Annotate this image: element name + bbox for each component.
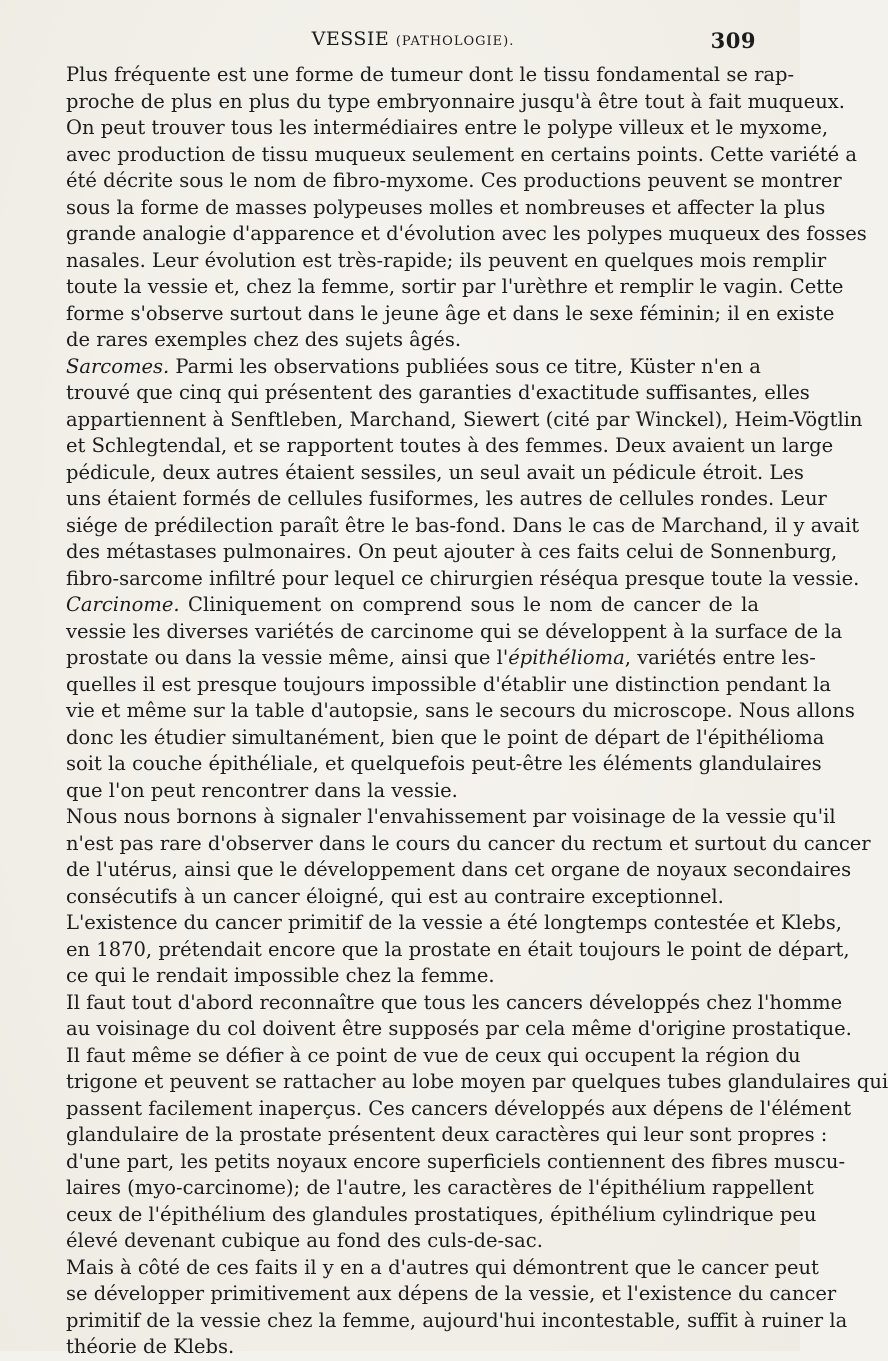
text-line: se développer primitivement aux dépens de la vessie, et l'existence du cancer [66,1282,837,1305]
text-line: Plus fréquente est une forme de tumeur dont le tissu fondamental se rap- [66,63,795,86]
running-title-main: VESSIE [311,28,390,50]
text-line: On peut trouver tous les intermédiaires entre le polype villeux et le myxome, [66,116,829,139]
paragraph-sarcomes [66,354,863,593]
text-line [66,645,816,672]
text-line: consécutifs à un cancer éloigné, qui est au contraire exceptionnel. [66,884,724,908]
text-line: nasales. Leur évolution est très-rapide; ils peuvent en quelques mois remplir [66,248,827,272]
text-line: pédicule, deux autres étaient sessiles, un seul avait un pédicule étroit. Les [66,460,804,484]
paragraph-klebs [66,910,850,990]
text-line: Nous nous bornons à signaler l'envahissement par voisinage de la vessie qu'il [66,805,836,828]
text-line: Mais à côté de ces faits il y en a d'autres qui démontrent que le cancer peut [66,1255,819,1279]
text-line: vessie les diverses variétés de carcinome qui se développent à la surface de la [66,619,843,643]
text-run: prostate ou dans la vessie même, ainsi que l' [66,646,509,669]
text-line: proche de plus en plus du type embryonnaire jusqu'à être tout à fait muqueux. [66,89,845,113]
text-line: sous la forme de masses polypeuses molles et nombreuses et affecter la plus [66,195,826,219]
paragraph-envahissement [66,804,871,910]
text-line: ceux de l'épithélium des glandules prostatiques, épithélium cylindrique peu [66,1202,817,1226]
text-line: Il faut tout d'abord reconnaître que tous les cancers développés chez l'homme [66,990,843,1014]
text-line: passent facilement inaperçus. Ces cancers développés aux dépens de l'élément [66,1096,852,1120]
text-line: L'existence du cancer primitif de la vessie a été longtemps contestée et Klebs, [66,911,842,934]
paragraph-carcinome [66,592,855,804]
section-lead-sarcomes: Sarcomes. [66,354,170,378]
text-run: Parmi les observations publiées sous ce titre, Küster n'en a [169,354,761,378]
text-line: de l'utérus, ainsi que le développement dans cet organe de noyaux secondaires [66,858,852,881]
text-line: au voisinage du col doivent être supposés par cela même d'origine prostatique. [66,1017,852,1040]
text-line: soit la couche épithéliale, et quelquefois peut-être les éléments glandulaires [66,752,822,775]
text-line: forme s'observe surtout dans le jeune âge et dans le sexe féminin; il en existe [66,301,835,325]
text-line: appartiennent à Senftleben, Marchand, Siewert (cité par Winckel), Heim-Vögtlin [66,407,863,431]
body-text [66,62,888,1361]
text-line: uns étaient formés de cellules fusiformes, les autres de cellules rondes. Leur [66,487,827,510]
text-line: et Schlegtendal, et se rapportent toutes à des femmes. Deux avaient un large [66,434,834,457]
text-line: siége de prédilection paraît être le bas-fond. Dans le cas de Marchand, il y avait [66,513,860,537]
text-line: glandulaire de la prostate présentent deux caractères qui leur sont propres : [66,1123,828,1146]
text-line [66,592,759,619]
text-line: trigone et peuvent se rattacher au lobe moyen par quelques tubes glandulaires qui [66,1070,888,1093]
paragraph-conclusion [66,1255,848,1361]
text-line: en 1870, prétendait encore que la prostate en était toujours le point de départ, [66,937,850,961]
text-line: primitif de la vessie chez la femme, aujourd'hui incontestable, suffit à ruiner la [66,1308,848,1332]
text-line: été décrite sous le nom de fibro-myxome. Ces productions peuvent se montrer [66,169,842,192]
section-lead-carcinome: Carcinome. [66,593,180,616]
text-line [66,354,759,381]
text-line: des métastases pulmonaires. On peut ajouter à ces faits celui de Sonnenburg, [66,540,838,563]
text-run: , variétés entre les- [624,646,816,669]
text-line: vie et même sur la table d'autopsie, sans le secours du microscope. Nous allons [66,699,855,722]
text-line: théorie de Klebs. [66,1335,235,1358]
text-line: ce qui le rendait impossible chez la femme. [66,964,495,987]
text-line: trouvé que cinq qui présentent des garanties d'exactitude suffisantes, elles [66,381,810,404]
italic-term: épithélioma [508,646,625,669]
running-title-sub: (PATHOLOGIE). [395,34,515,49]
text-line: grande analogie d'apparence et d'évolution avec les polypes muqueux des fosses [66,222,867,245]
text-line: que l'on peut rencontrer dans la vessie. [66,778,458,802]
text-line: laires (myo-carcinome); de l'autre, les caractères de l'épithélium rappellent [66,1176,814,1199]
text-line: Il faut même se défier à ce point de vue de ceux qui occupent la région du [66,1043,801,1067]
text-line: avec production de tissu muqueux seulement en certains points. Cette variété a [66,142,857,166]
text-line: quelles il est presque toujours impossible d'établir une distinction pendant la [66,672,832,696]
text-line: n'est pas rare d'observer dans le cours du cancer du rectum et surtout du cancer [66,831,871,855]
text-line: donc les étudier simultanément, bien que le point de départ de l'épithélioma [66,725,825,749]
running-head [66,28,760,60]
text-line: d'une part, les petits noyaux encore superficiels contiennent des fibres muscu- [66,1149,846,1173]
text-line: élevé devenant cubique au fond des culs-de-sac. [66,1229,543,1252]
paragraph-fibro-myxome [66,62,867,354]
running-title [66,28,760,50]
page-number: 309 [710,28,756,53]
paragraph-prostatique [66,990,888,1255]
text-line: toute la vessie et, chez la femme, sortir par l'urèthre et remplir le vagin. Cette [66,275,844,298]
text-line: de rares exemples chez des sujets âgés. [66,328,462,351]
text-line: fibro-sarcome infiltré pour lequel ce chirurgien réséqua presque toute la vessie. [66,566,860,590]
text-run: Cliniquement on comprend sous le nom de cancer de la [179,593,759,616]
